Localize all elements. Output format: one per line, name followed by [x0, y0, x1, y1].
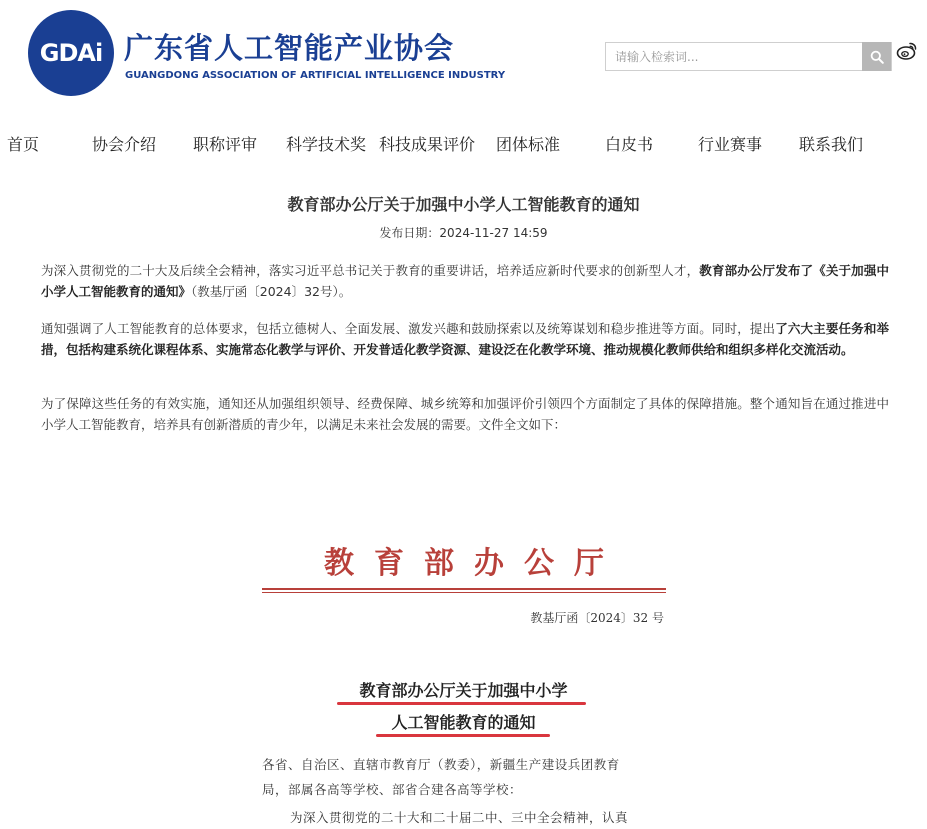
p1-tail-text: （教基厅函〔2024〕32号）。 — [191, 284, 352, 299]
p1-normal-text: 为深入贯彻党的二十大及后续全会精神，落实习近平总书记关于教育的重要讲话，培养适应新时代要求的创新型人才， — [41, 263, 700, 278]
org-name-chinese: 广东省人工智能产业协会 — [124, 31, 455, 65]
document-body-line-1: 各省、自治区、直辖市教育厅（教委），新疆生产建设兵团教育 — [262, 757, 620, 772]
article-paragraph-2 — [41, 318, 889, 360]
org-name-english: GUANGDONG ASSOCIATION OF ARTIFICIAL INTELLIGENCE INDUSTRY — [125, 70, 506, 81]
p1-bold-text: 教育部办公厅发布了《关于加强中小学人工智能教育的通知》 — [41, 263, 889, 299]
publish-date: 发布日期：2024-11-27 14:59 — [379, 226, 548, 240]
nav-item-contact[interactable]: 联系我们 — [799, 135, 864, 154]
nav-item-white-paper[interactable]: 白皮书 — [605, 135, 654, 154]
document-title-line-1: 教育部办公厅关于加强中小学 — [359, 681, 568, 700]
document-red-header: 教育部办公厅 — [324, 546, 624, 581]
search-box — [605, 42, 892, 71]
nav-item-achievement-evaluation[interactable]: 科技成果评价 — [379, 135, 476, 154]
document-title-underline-1 — [337, 702, 586, 705]
nav-item-competitions[interactable]: 行业赛事 — [698, 135, 763, 154]
document-header-rule-thin — [262, 592, 666, 593]
p2-normal-text: 通知强调了人工智能教育的总体要求，包括立德树人、全面发展、激发兴趣和鼓励探索以及统筹谋划和稳步推进等方面。同时，提出 — [41, 321, 776, 336]
weibo-icon[interactable] — [896, 40, 918, 62]
document-number: 教基厅函〔2024〕32 号 — [530, 611, 664, 625]
document-title-underline-2 — [376, 734, 550, 737]
article-paragraph-1 — [41, 260, 889, 302]
p2-bold-text: 了六大主要任务和举措，包括构建系统化课程体系、实施常态化教学与评价、开发普适化教学资源、建设泛在化教学环境、推动规模化教师供给和组织多样化交流活动。 — [41, 321, 889, 357]
document-body-line-2: 局，部属各高等学校、部省合建各高等学校： — [262, 782, 523, 797]
nav-item-science-award[interactable]: 科学技术奖 — [286, 135, 367, 154]
logo-text: GDAi — [39, 39, 103, 67]
document-header-rule — [262, 588, 666, 590]
document-title-line-2: 人工智能教育的通知 — [391, 713, 536, 732]
nav-item-about[interactable]: 协会介绍 — [92, 135, 157, 154]
nav-item-title-review[interactable]: 职称评审 — [193, 135, 258, 154]
search-icon — [870, 50, 884, 64]
document-body-line-3: 为深入贯彻党的二十大和二十届二中、三中全会精神，认真 — [290, 810, 629, 825]
search-button[interactable] — [862, 42, 891, 71]
search-input[interactable] — [606, 43, 862, 70]
article-title: 教育部办公厅关于加强中小学人工智能教育的通知 — [287, 195, 640, 214]
nav-item-group-standards[interactable]: 团体标准 — [496, 135, 561, 154]
gdai-logo[interactable] — [28, 10, 114, 96]
article-paragraph-3: 为了保障这些任务的有效实施，通知还从加强组织领导、经费保障、城乡统筹和加强评价引领四个方面制定了具体的保障措施。整个通知旨在通过推进中小学人工智能教育，培养具有创新潜质的青少年，以满足未来社会发展的需要。文件全文如下： — [41, 396, 889, 432]
nav-item-home[interactable]: 首页 — [7, 135, 40, 154]
